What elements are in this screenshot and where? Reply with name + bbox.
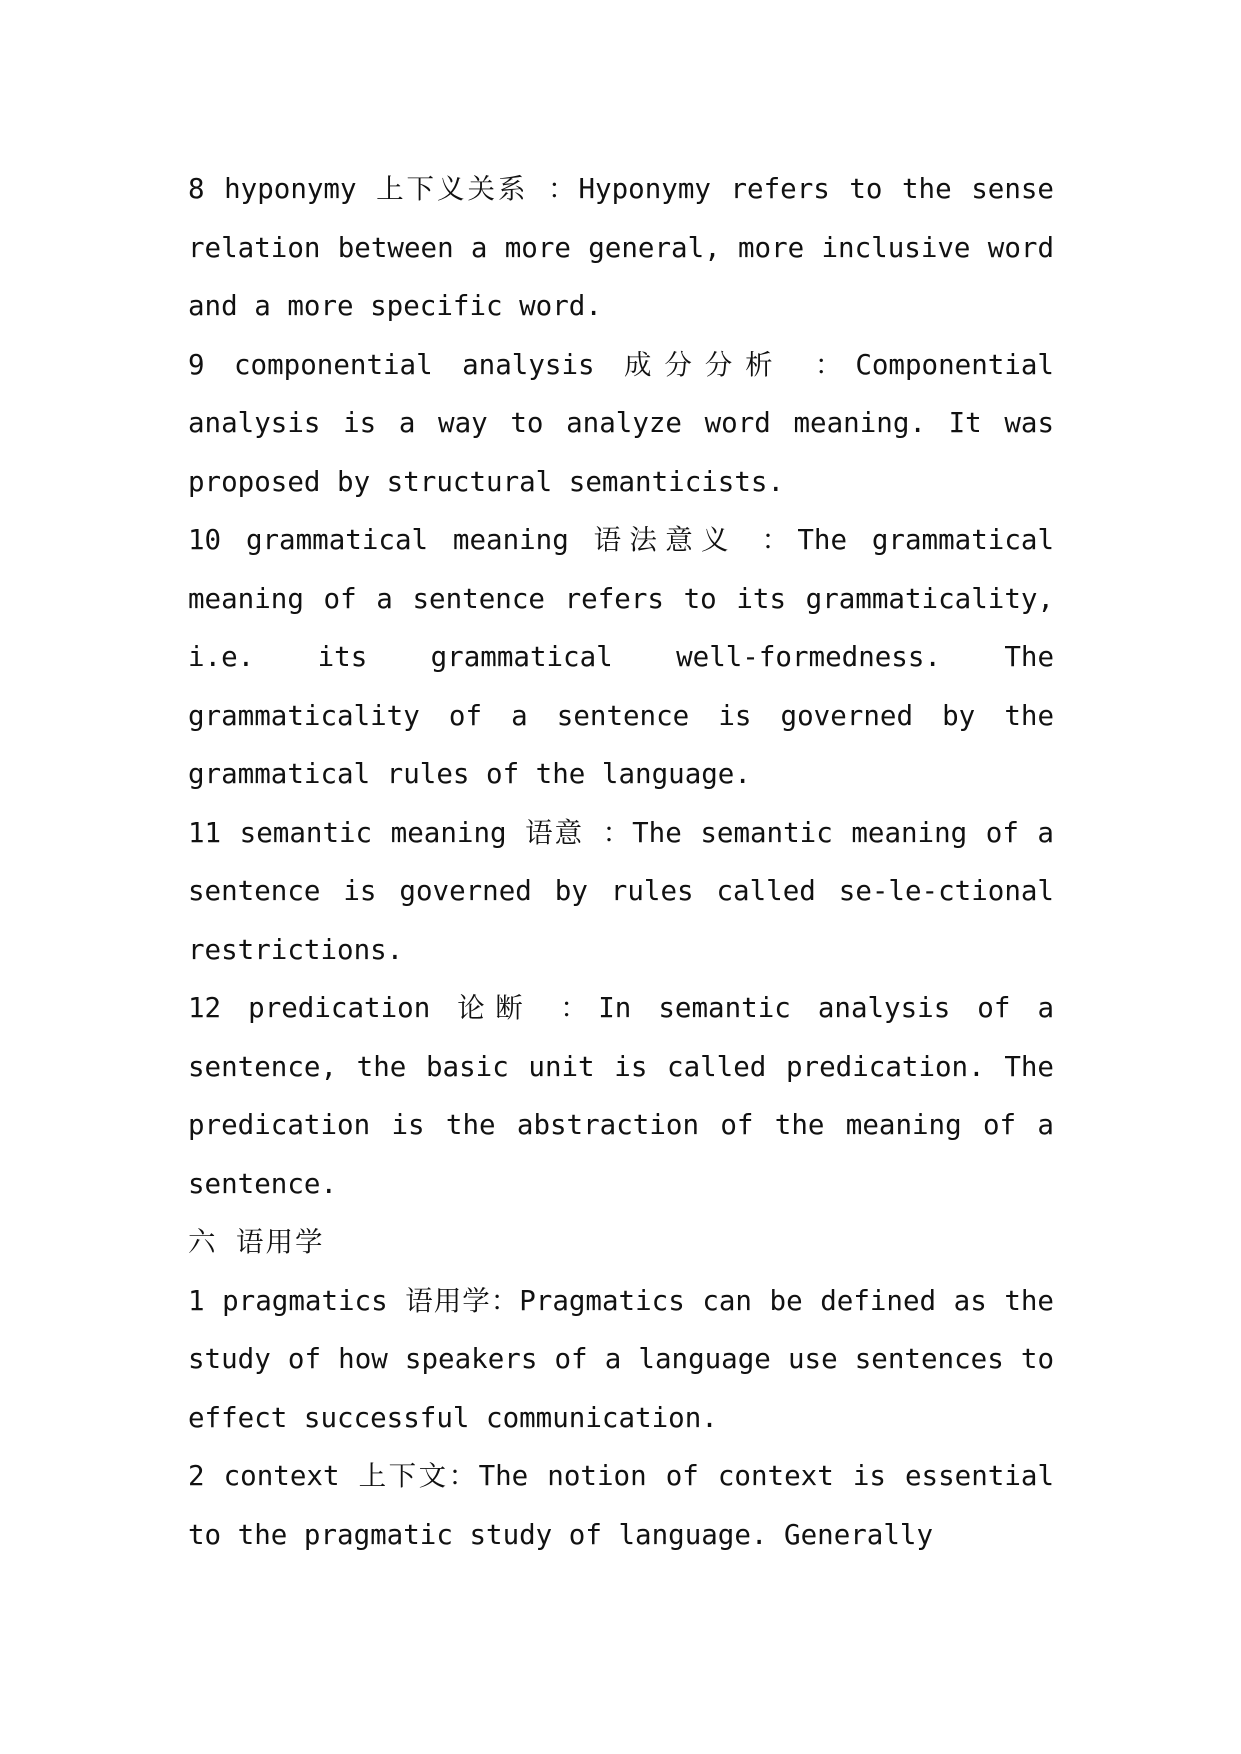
term-definition-pragmatics: 1 pragmatics 语用学：Pragmatics can be defined as the study of how speakers of a language use sentences to effect successful communication.	[188, 1284, 1054, 1434]
term-definition-context: 2 context 上下文：The notion of context is essential to the pragmatic study of language. Generally	[188, 1460, 1054, 1551]
term-definition-componential-analysis: 9 componential analysis 成分分析 ：Componential analysis is a way to analyze word meaning. It was proposed by structural semanticists.	[188, 348, 1054, 498]
section-heading: 六 语用学	[188, 1226, 325, 1258]
term-definition-hyponymy: 8 hyponymy 上下义关系 ：Hyponymy refers to the sense relation between a more general, more inclusive word and a more specific word.	[188, 173, 1054, 322]
term-definition-grammatical-meaning: 10 grammatical meaning 语法意义 ：The grammatical meaning of a sentence refers to its grammaticality, i.e. its grammatical well-formedness. The grammaticality of a sentence is governed by the grammatical rules of the language.	[188, 524, 1054, 790]
term-definition-semantic-meaning: 11 semantic meaning 语意 ：The semantic meaning of a sentence is governed by rules called se-le-ctional restrictions.	[188, 816, 1054, 966]
document-body	[188, 160, 1054, 1564]
term-definition-predication: 12 predication 论断 ：In semantic analysis of a sentence, the basic unit is called predication. The predication is the abstraction of the meaning of a sentence.	[188, 992, 1054, 1200]
